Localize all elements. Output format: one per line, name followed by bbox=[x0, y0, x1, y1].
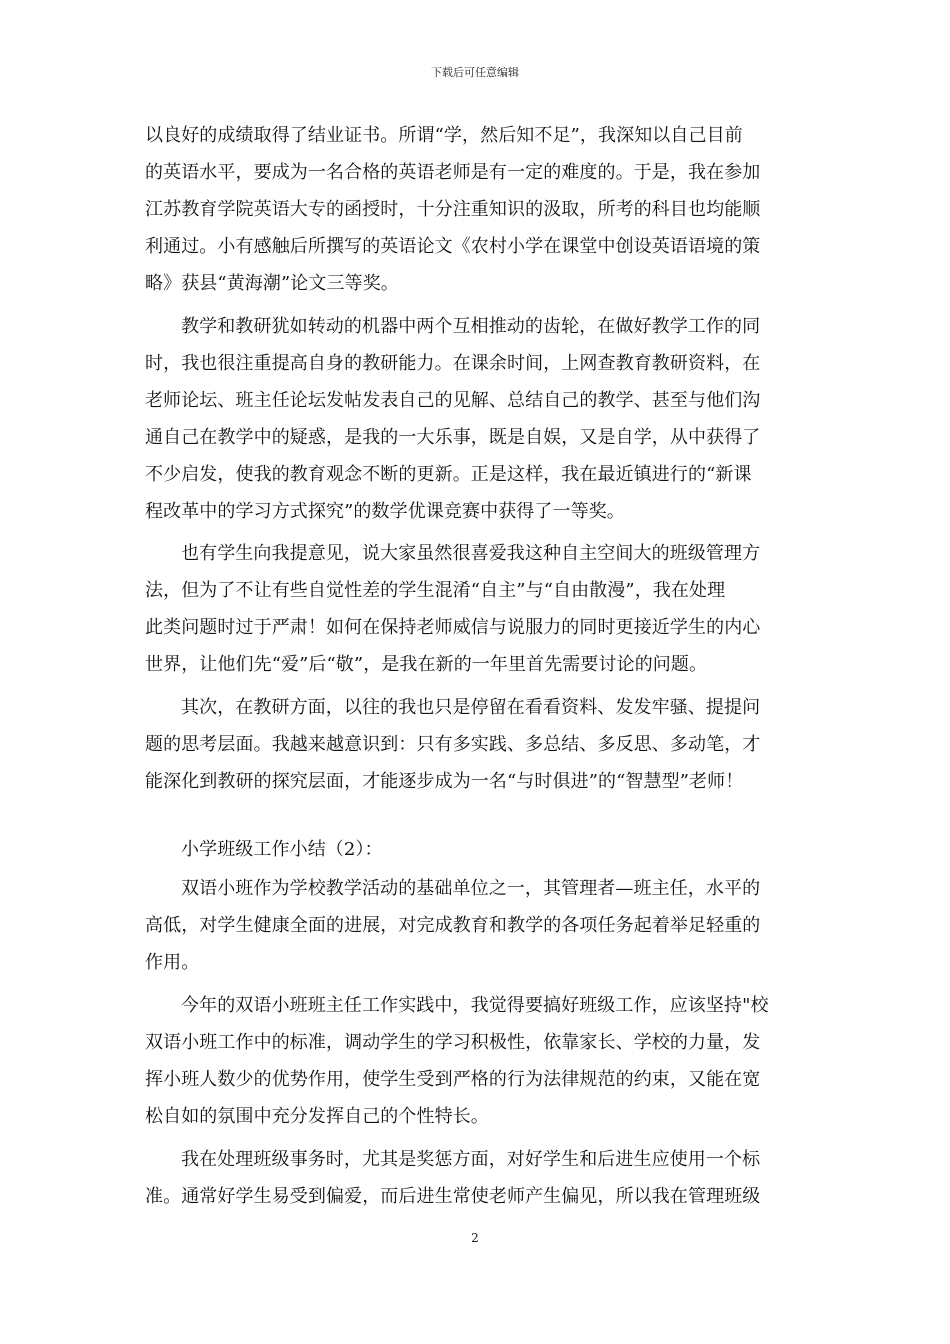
section-heading: 小学班级工作小结（2）： bbox=[181, 839, 383, 860]
text-line: 松自如的氛围中充分发挥自己的个性特长。 bbox=[145, 1106, 489, 1127]
text-line: 以良好的成绩取得了结业证书。所谓“学，然后知不足”，我深知以自己目前 bbox=[145, 125, 743, 146]
text-line: 挥小班人数少的优势作用，使学生受到严格的行为法律规范的约束，又能在宽 bbox=[145, 1069, 761, 1090]
text-line: 时，我也很注重提高自身的教研能力。在课余时间，上网查教育教研资料，在 bbox=[145, 353, 761, 374]
text-line: 教学和教研犹如转动的机器中两个互相推动的齿轮，在做好教学工作的同 bbox=[181, 316, 761, 337]
text-line: 江苏教育学院英语大专的函授时，十分注重知识的汲取，所考的科目也均能顺 bbox=[145, 199, 761, 220]
text-line: 也有学生向我提意见，说大家虽然很喜爱我这种自主空间大的班级管理方 bbox=[181, 543, 761, 564]
text-line: 不少启发，使我的教育观念不断的更新。正是这样，我在最近镇进行的“新课 bbox=[145, 464, 752, 485]
text-line: 略》获县“黄海潮”论文三等奖。 bbox=[145, 273, 399, 294]
text-line: 题的思考层面。我越来越意识到：只有多实践、多总结、多反思、多动笔，才 bbox=[145, 734, 761, 755]
text-line: 利通过。小有感触后所撰写的英语论文《农村小学在课堂中创设英语语境的策 bbox=[145, 236, 761, 257]
text-line: 能深化到教研的探究层面，才能逐步成为一名“与时俱进”的“智慧型”老师！ bbox=[145, 771, 744, 792]
text-line: 老师论坛、班主任论坛发帖发表自己的见解、总结自己的教学、甚至与他们沟 bbox=[145, 390, 761, 411]
text-line: 其次，在教研方面，以往的我也只是停留在看看资料、发发牢骚、提提问 bbox=[181, 697, 761, 718]
text-line: 法，但为了不让有些自觉性差的学生混淆“自主”与“自由散漫”，我在处理 bbox=[145, 580, 726, 601]
text-line: 双语小班作为学校教学活动的基础单位之一，其管理者—班主任，水平的 bbox=[181, 878, 761, 899]
text-line: 此类问题时过于严肃！如何在保持老师威信与说服力的同时更接近学生的内心 bbox=[145, 617, 761, 638]
page-header: 下载后可任意编辑 bbox=[431, 66, 519, 79]
text-line: 我在处理班级事务时，尤其是奖惩方面，对好学生和后进生应使用一个标 bbox=[181, 1149, 761, 1170]
text-line: 准。通常好学生易受到偏爱，而后进生常使老师产生偏见，所以我在管理班级 bbox=[145, 1186, 761, 1207]
text-line: 世界，让他们先“爱”后“敬”，是我在新的一年里首先需要讨论的问题。 bbox=[145, 654, 708, 675]
text-line: 今年的双语小班班主任工作实践中，我觉得要搞好班级工作，应该坚持"校 bbox=[181, 995, 769, 1016]
text-line: 双语小班工作中的标准，调动学生的学习积极性，依靠家长、学校的力量，发 bbox=[145, 1032, 761, 1053]
page-number: 2 bbox=[471, 1231, 479, 1245]
text-line: 通自己在教学中的疑惑，是我的一大乐事，既是自娱，又是自学，从中获得了 bbox=[145, 427, 761, 448]
text-line: 作用。 bbox=[145, 952, 200, 973]
text-line: 高低，对学生健康全面的进展，对完成教育和教学的各项任务起着举足轻重的 bbox=[145, 915, 761, 936]
text-line: 的英语水平，要成为一名合格的英语老师是有一定的难度的。于是，我在参加 bbox=[145, 162, 761, 183]
text-line: 程改革中的学习方式探究”的数学优课竞赛中获得了一等奖。 bbox=[145, 501, 625, 522]
